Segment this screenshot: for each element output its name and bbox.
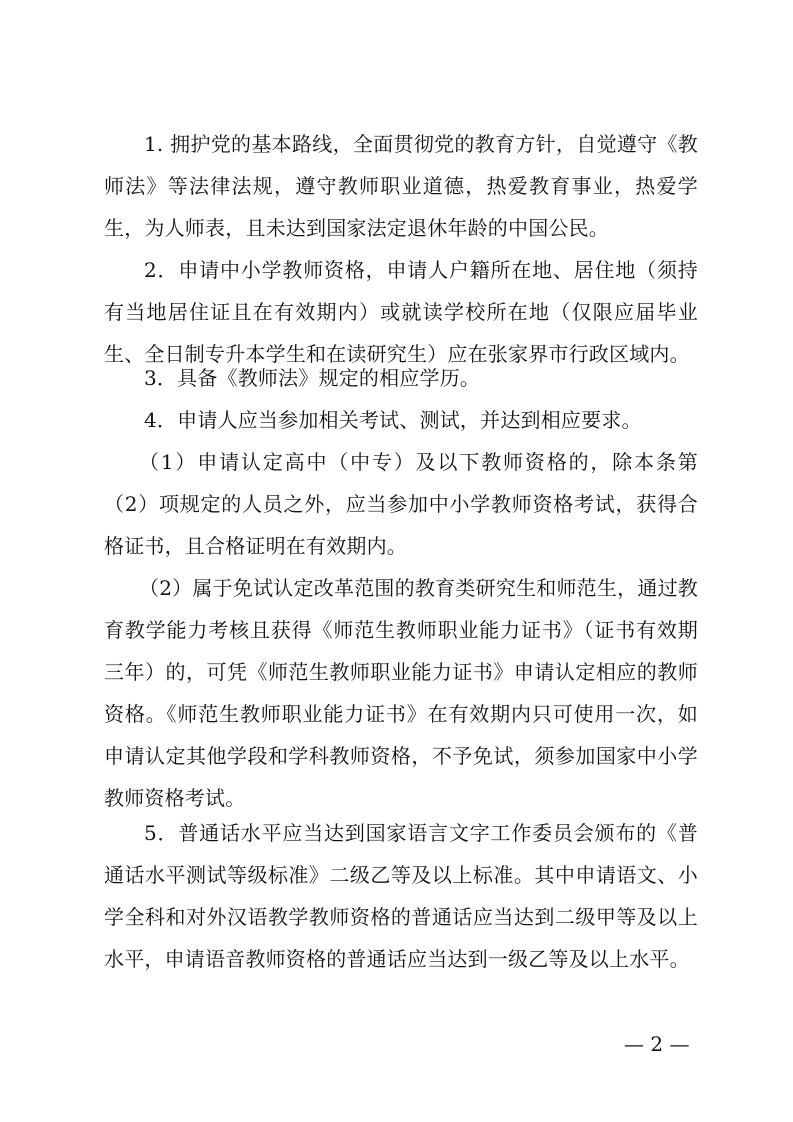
page-number: — 2 —: [624, 1032, 690, 1056]
paragraph-5: 5．普通话水平应当达到国家语言文字工作委员会颁布的《普通话水平测试等级标准》二级乙等及以上标准。其中申请语文、小学全科和对外汉语教学教师资格的普通话应当达到二级甲等及以上水平，申请语音教师资格的普通话应当达到一级乙等及以上水平。: [104, 821, 698, 971]
paragraph-4-item-1: （1）申请认定高中（中专）及以下教师资格的，除本条第（2）项规定的人员之外，应当参加中小学教师资格考试，获得合格证书，且合格证明在有效期内。: [104, 450, 698, 558]
paragraph-3: 3．具备《教师法》规定的相应学历。: [144, 366, 481, 390]
paragraph-4-item-2: （2）属于免试认定改革范围的教育类研究生和师范生，通过教育教学能力考核且获得《师范生教师职业能力证书》（证书有效期三年）的，可凭《师范生教师职业能力证书》申请认定相应的教师资格。《师范生教师职业能力证书》在有效期内只可使用一次，如申请认定其他学段和学科教师资格，不予免试，须参加国家中小学教师资格考试。: [104, 576, 698, 810]
paragraph-4: 4．申请人应当参加相关考试、测试，并达到相应要求。: [144, 408, 642, 432]
paragraph-1: 1. 拥护党的基本路线，全面贯彻党的教育方针，自觉遵守《教师法》等法律法规，遵守教师职业道德，热爱教育事业，热爱学生，为人师表，且未达到国家法定退休年龄的中国公民。: [104, 132, 698, 240]
paragraph-2: 2．申请中小学教师资格，申请人户籍所在地、居住地（须持有当地居住证且在有效期内）或就读学校所在地（仅限应届毕业生、全日制专升本学生和在读研究生）应在张家界市行政区域内。: [104, 258, 698, 366]
